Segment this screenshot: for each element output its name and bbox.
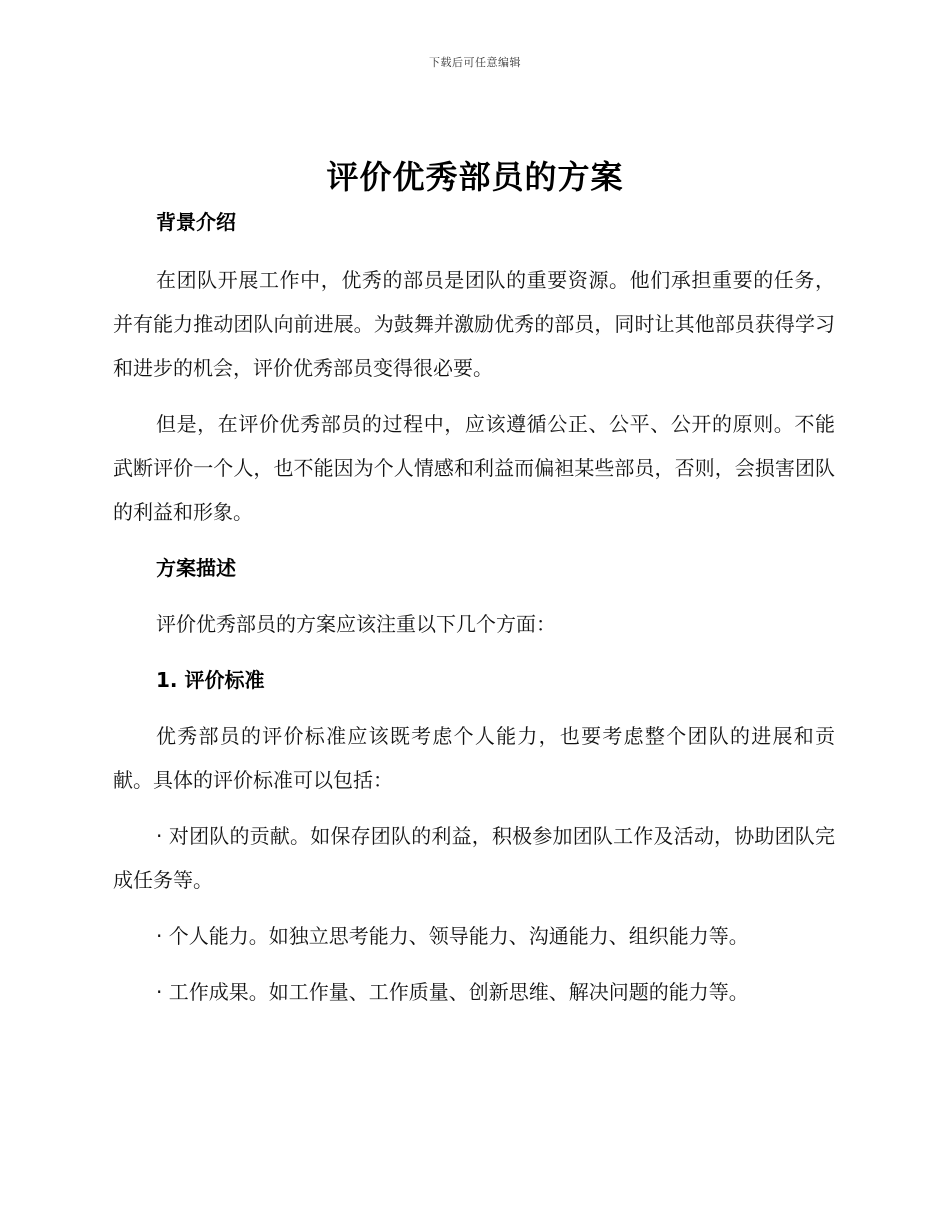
paragraph: 评价优秀部员的方案应该注重以下几个方面：	[156, 612, 556, 636]
paragraph: 在团队开展工作中，优秀的部员是团队的重要资源。他们承担重要的任务，并有能力推动团队向前进展。为鼓舞并激励优秀的部员，同时让其他部员获得学习和进步的机会，评价优秀部员变得很必要。	[113, 268, 835, 380]
document-body	[113, 200, 835, 1014]
paragraph: 但是，在评价优秀部员的过程中，应该遵循公正、公平、公开的原则。不能武断评价一个人，也不能因为个人情感和利益而偏袒某些部员，否则，会损害团队的利益和形象。	[113, 412, 835, 524]
bullet-item: · 对团队的贡献。如保存团队的利益，积极参加团队工作及活动，协助团队完成任务等。	[113, 824, 835, 892]
paragraph: 优秀部员的评价标准应该既考虑个人能力，也要考虑整个团队的进展和贡献。具体的评价标准可以包括：	[113, 724, 835, 792]
document-title: 评价优秀部员的方案	[326, 158, 624, 196]
bullet-item: · 工作成果。如工作量、工作质量、创新思维、解决问题的能力等。	[156, 980, 749, 1004]
subsection-heading-criteria: 1. 评价标准	[156, 668, 265, 692]
bullet-item: · 个人能力。如独立思考能力、领导能力、沟通能力、组织能力等。	[156, 924, 749, 948]
section-heading-plan: 方案描述	[156, 556, 236, 580]
section-heading-background: 背景介绍	[156, 210, 236, 234]
page-header: 下载后可任意编辑	[429, 56, 521, 69]
